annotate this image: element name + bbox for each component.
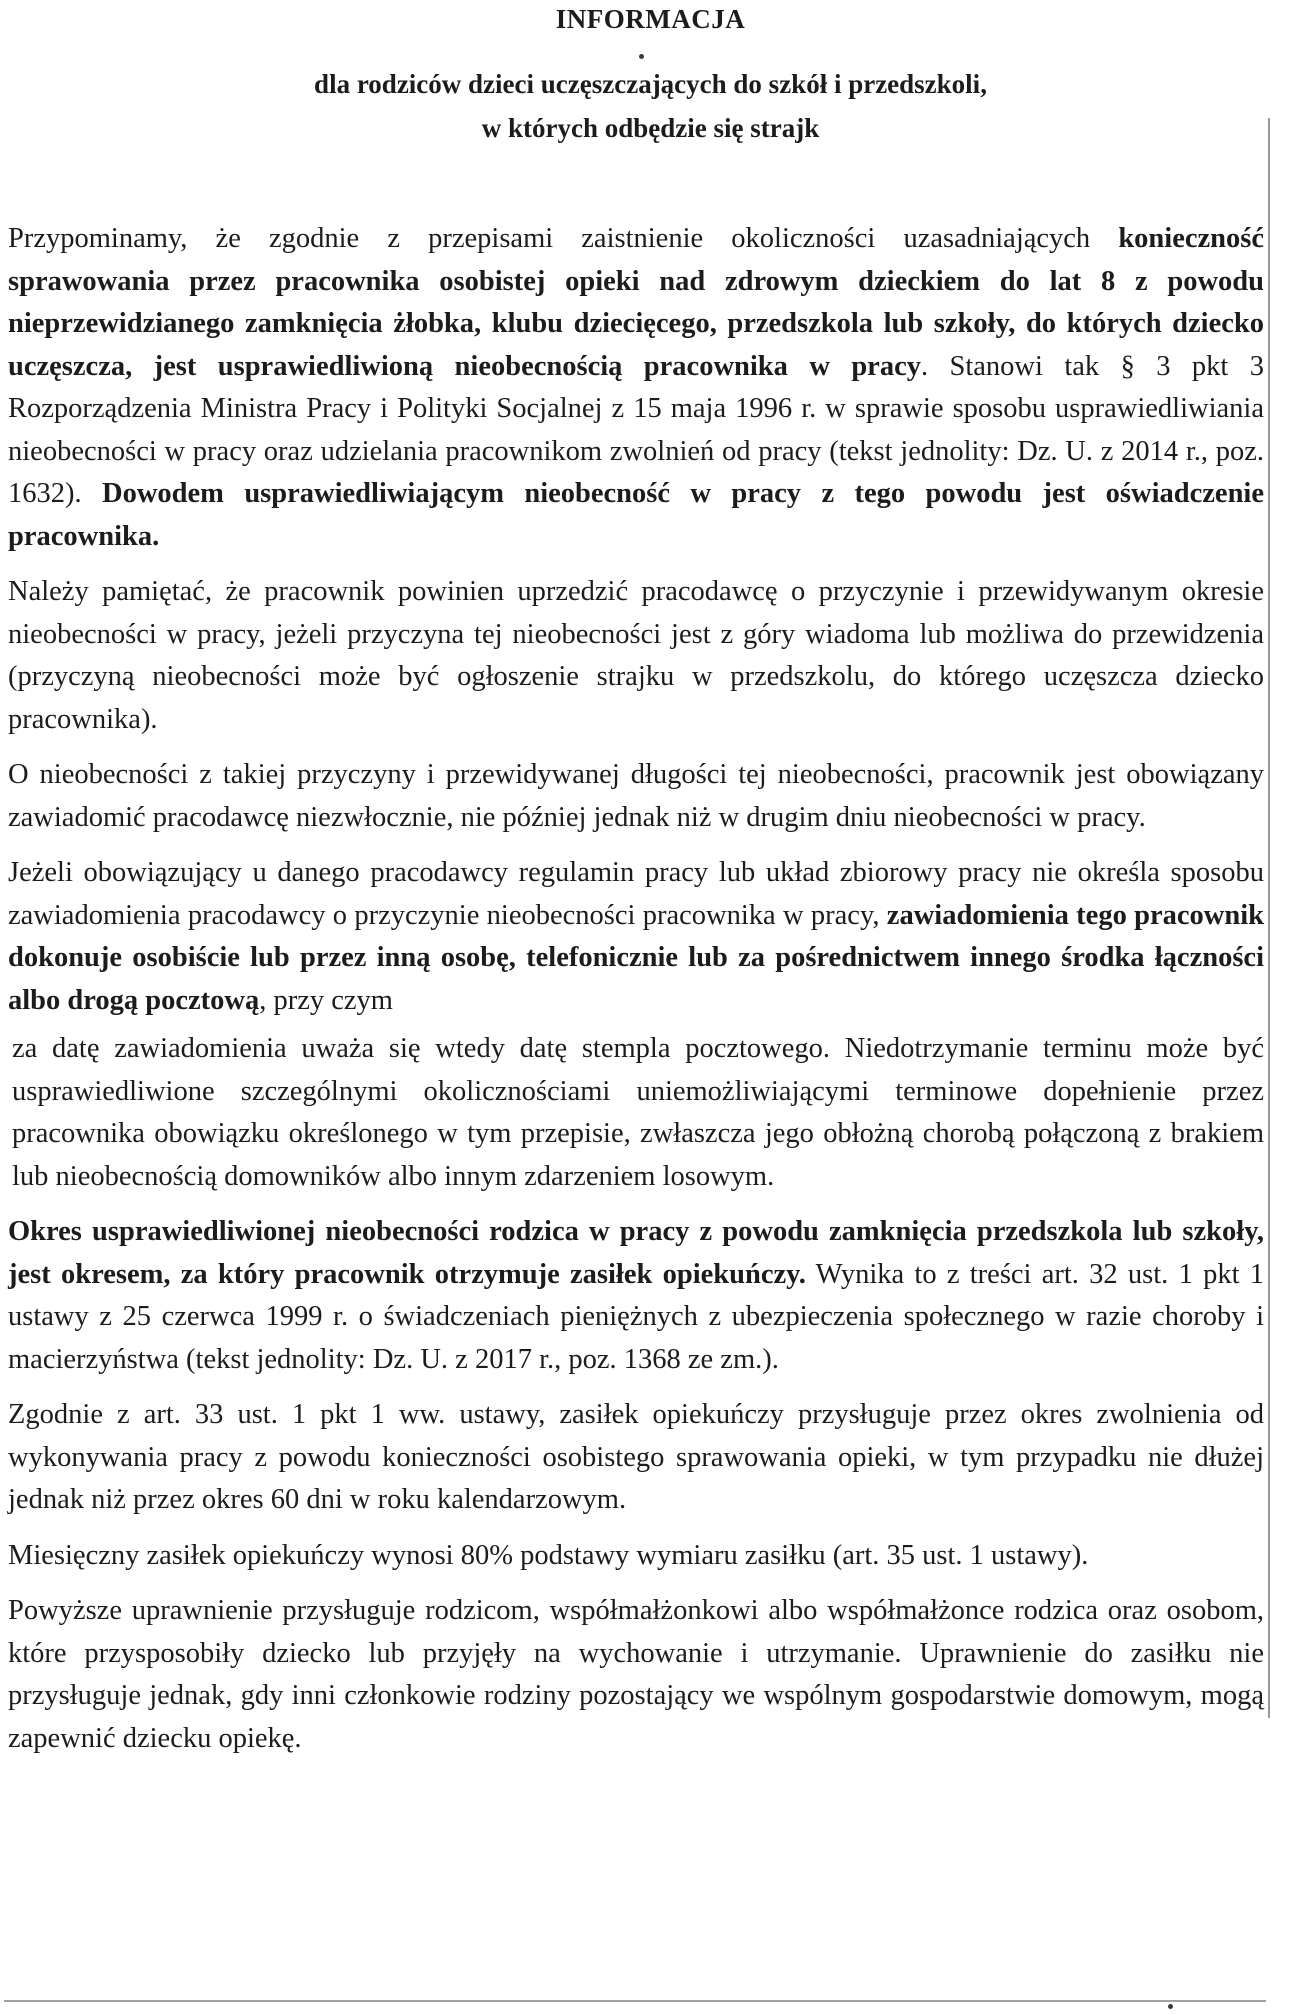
scan-speck (1168, 2004, 1173, 2009)
paragraph-eligibility: Powyższe uprawnienie przysługuje rodzicom, współmałżonkowi albo współmałżonce rodzica oraz osobom, które przysposobiły dziecko lub przyjęły na wychowanie i utrzymanie. Uprawnienie do zasiłku nie przysługuje jednak, gdy inni członkowie rodziny pozostający we wspólnym gospodarstwie domowym, mogą zapewnić dziecku opiekę. (8, 1595, 1264, 1754)
paragraph-bold-text: konieczność sprawowania przez pracownika osobistej opieki nad zdrowym dzieckiem do lat 8 z powodu nieprzewidzianego zamknięcia żłobka, klubu dziecięcego, przedszkola lub szkoły, do których dziecko uczęszcza, jest usprawiedliwioną nieobecnością pracownika w pracy (8, 223, 1264, 382)
document-subtitle (0, 62, 1301, 150)
paragraph-notification-deadline: O nieobecności z takiej przyczyny i przewidywanej długości tej nieobecności, pracownik jest obowiązany zawiadomić pracodawcę niezwłocznie, nie później jednak niż w drugim dniu nieobecności w pracy. (8, 759, 1264, 833)
paragraph-bold-text: Okres usprawiedliwionej nieobecności rodzica w pracy z powodu zamknięcia przedszkola lub szkoły, jest okresem, za który pracownik otrzymuje zasiłek opiekuńczy. (8, 1216, 1264, 1290)
paragraph-text: Jeżeli obowiązujący u danego pracodawcy regulamin pracy lub układ zbiorowy pracy nie określa sposobu zawiadomienia pracodawcy o przyczynie nieobecności pracownika w pracy, (8, 857, 1264, 931)
paragraph-text: Przypominamy, że zgodnie z przepisami zaistnienie okoliczności uzasadniających (8, 223, 1119, 254)
document-title: INFORMACJA (555, 4, 746, 34)
paragraph-postal-date: za datę zawiadomienia uważa się wtedy datę stempla pocztowego. Niedotrzymanie terminu może być usprawiedliwione szczególnymi okolicznościami uniemożliwiającymi terminowe dopełnienie przez pracownika obowiązku określonego w tym przepisie, zwłaszcza jego obłożną chorobą połączoną z brakiem lub nieobecnością domowników albo innym zdarzeniem losowym. (12, 1033, 1264, 1192)
paragraph-allowance-amount: Miesięczny zasiłek opiekuńczy wynosi 80% podstawy wymiaru zasiłku (art. 35 ust. 1 ustawy). (8, 1539, 1089, 1571)
paragraph-allowance-period: Zgodnie z art. 33 ust. 1 pkt 1 ww. ustawy, zasiłek opiekuńczy przysługuje przez okres zwolnienia od wykonywania pracy z powodu konieczności osobistego sprawowania opieki, w tym przypadku nie dłużej jednak niż przez okres 60 dni w roku kalendarzowym. (8, 1399, 1264, 1515)
paragraph-bold-text: Dowodem usprawiedliwiającym nieobecność w pracy z tego powodu jest oświadczenie pracownika. (8, 478, 1264, 552)
paragraph-advance-notice: Należy pamiętać, że pracownik powinien uprzedzić pracodawcę o przyczynie i przewidywanym okresie nieobecności w pracy, jeżeli przyczyna tej nieobecności jest z góry wiadoma lub możliwa do przewidzenia (przyczyną nieobecności może być ogłoszenie strajku w przedszkolu, do którego uczęszcza dziecko pracownika). (8, 576, 1264, 735)
paragraph-bold-text: zawiadomienia tego pracownik dokonuje osobiście lub przez inną osobę, telefonicznie lub za pośrednictwem innego środka łączności albo drogą pocztową (8, 899, 1264, 1016)
scan-edge-line-bottom (4, 2000, 1266, 2002)
subtitle-line-2: w których odbędzie się strajk (481, 113, 820, 143)
scan-speck (639, 54, 644, 59)
paragraph-reminder (8, 218, 1264, 558)
paragraph-notification-method (8, 852, 1264, 1022)
scan-edge-line-right (1268, 118, 1270, 1718)
paragraph-text: Wynika to z treści art. 32 ust. 1 pkt 1 ustawy z 25 czerwca 1999 r. o świadczeniach pieniężnych z ubezpieczenia społecznego w razie choroby i macierzyństwa (tekst jednolity: Dz. U. z 2017 r., poz. 1368 ze zm.). (8, 1258, 1264, 1375)
paragraph-text: . Stanowi tak § 3 pkt 3 Rozporządzenia Ministra Pracy i Polityki Socjalnej z 15 maja 1996 r. w sprawie sposobu usprawiedliwiania nieobecności w pracy oraz udzielania pracownikom zwolnień od pracy (tekst jednolity: Dz. U. z 2014 r., poz. 1632). (8, 350, 1264, 509)
subtitle-line-1: dla rodziców dzieci uczęszczających do szkół i przedszkoli, (314, 69, 987, 99)
paragraph-care-allowance (8, 1211, 1264, 1381)
document-body (8, 218, 1264, 1773)
paragraph-text: , przy czym (259, 984, 393, 1016)
